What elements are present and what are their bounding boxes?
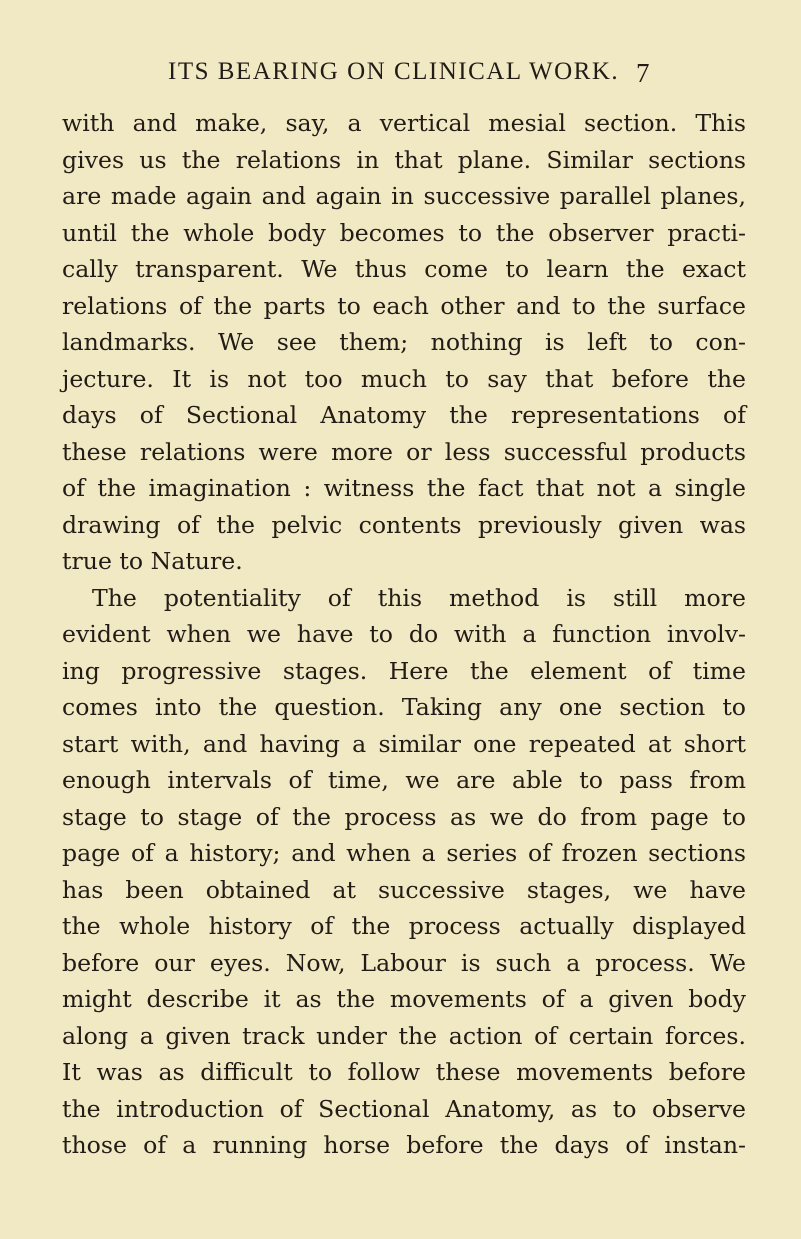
text-line: might describe it as the movements of a given body bbox=[62, 985, 746, 1013]
text-line: landmarks. We see them; nothing is left to con- bbox=[62, 328, 746, 356]
text-line: gives us the relations in that plane. Similar sections bbox=[62, 145, 746, 174]
text-line: start with, and having a similar one repeated at short bbox=[62, 729, 746, 758]
page-number: 7 bbox=[636, 58, 650, 88]
text-line: page of a history; and when a series of frozen sections bbox=[62, 839, 746, 867]
text-line: those of a running horse before the days of instan- bbox=[62, 1131, 746, 1159]
text-line: before our eyes. Now, Labour is such a process. We bbox=[62, 948, 746, 977]
body-text bbox=[62, 105, 746, 1164]
text-line: the whole history of the process actually displayed bbox=[62, 912, 746, 940]
text-line: with and make, say, a vertical mesial section. This bbox=[62, 109, 746, 137]
text-line: It was as difficult to follow these movements before bbox=[62, 1058, 746, 1086]
running-head: ITS BEARING ON CLINICAL WORK. bbox=[168, 58, 620, 85]
text-line: stage to stage of the process as we do from page to bbox=[62, 802, 746, 831]
text-line: has been obtained at successive stages, we have bbox=[62, 875, 746, 904]
text-line: relations of the parts to each other and to the surface bbox=[62, 291, 746, 320]
text-line: ing progressive stages. Here the element of time bbox=[62, 656, 746, 685]
text-line: are made again and again in successive parallel planes, bbox=[62, 182, 746, 210]
text-line: drawing of the pelvic contents previously given was bbox=[62, 510, 746, 539]
text-line: along a given track under the action of certain forces. bbox=[62, 1021, 746, 1050]
text-line: enough intervals of time, we are able to pass from bbox=[62, 766, 746, 794]
text-line: the introduction of Sectional Anatomy, as to observe bbox=[62, 1094, 746, 1123]
text-line: these relations were more or less successful products bbox=[62, 437, 746, 466]
text-line: evident when we have to do with a function involv- bbox=[62, 620, 746, 648]
text-line: comes into the question. Taking any one section to bbox=[62, 693, 746, 721]
paragraph-start-line: The potentiality of this method is still more bbox=[92, 583, 746, 612]
text-line: cally transparent. We thus come to learn the exact bbox=[62, 255, 746, 283]
text-line: of the imagination : witness the fact that not a single bbox=[62, 474, 746, 502]
text-line: jecture. It is not too much to say that before the bbox=[62, 364, 746, 393]
paragraph-end-line: true to Nature. bbox=[62, 547, 243, 575]
text-line: until the whole body becomes to the observer practi- bbox=[62, 218, 746, 247]
text-line: days of Sectional Anatomy the representations of bbox=[62, 401, 746, 429]
